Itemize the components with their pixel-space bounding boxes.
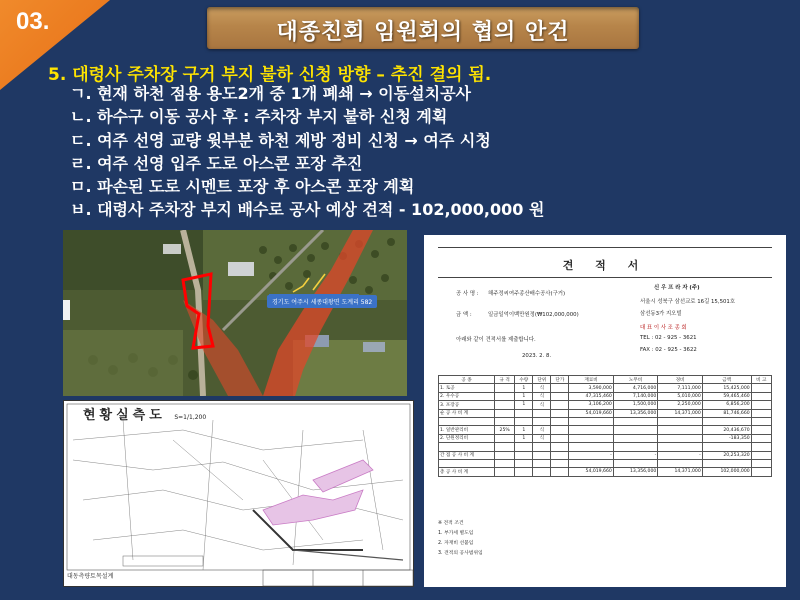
table-cell — [495, 401, 515, 409]
table-cell — [439, 443, 495, 451]
table-cell — [751, 384, 771, 392]
table-cell — [533, 409, 551, 417]
table-cell — [751, 468, 771, 476]
table-cell: 1,500,000 — [613, 401, 657, 409]
table-cell: - — [613, 451, 657, 459]
table-cell — [613, 426, 657, 434]
survey-map-footer: 대동측량토목설계 — [67, 573, 114, 580]
table-cell: 3,106,200 — [569, 401, 613, 409]
table-cell — [551, 451, 569, 459]
survey-map-scale: S=1/1,200 — [174, 414, 207, 421]
survey-map — [63, 400, 414, 587]
table-cell — [515, 459, 533, 467]
table-cell: 54,019,660 — [569, 409, 613, 417]
table-cell — [533, 451, 551, 459]
table-cell — [495, 417, 515, 425]
agenda-heading: 5. 대령사 주차장 구거 부지 불하 신청 방향 – 추진 결의 됨. — [48, 65, 492, 85]
table-cell — [515, 451, 533, 459]
table-cell: 3,590,000 — [569, 384, 613, 392]
table-cell: 2. 단원정리비 — [439, 434, 495, 442]
table-cell — [751, 401, 771, 409]
table-cell — [533, 468, 551, 476]
table-cell — [613, 417, 657, 425]
estimate-top-rule — [438, 247, 772, 248]
table-cell: 25% — [495, 426, 515, 434]
agenda-item: ㄹ. 여주 선영 입주 도로 아스콘 포장 추진 — [70, 153, 363, 173]
table-cell — [658, 443, 702, 451]
table-row — [439, 459, 772, 467]
table-cell — [751, 409, 771, 417]
slide-title: 대종친회 임원회의 협의 안건 — [276, 20, 570, 45]
estimate-company-extra: 삼선동3가 지오빌 — [640, 311, 682, 317]
table-cell — [551, 409, 569, 417]
table-cell — [515, 409, 533, 417]
estimate-project-name: 해주정씨여주종산배수공사(구거) — [488, 291, 566, 297]
table-cell: 20,436,670 — [702, 426, 751, 434]
estimate-company-address: 서울시 성북구 삼선교로 16길 15,501호 — [640, 299, 736, 305]
table-row — [439, 384, 772, 392]
table-cell: 1 — [515, 384, 533, 392]
estimate-column-header: 경비 — [658, 376, 702, 384]
table-row — [439, 417, 772, 425]
table-cell — [495, 468, 515, 476]
table-cell — [613, 434, 657, 442]
table-cell — [551, 417, 569, 425]
table-cell — [569, 426, 613, 434]
table-cell: 102,000,000 — [702, 468, 751, 476]
table-row — [439, 434, 772, 442]
table-cell — [658, 459, 702, 467]
table-cell — [751, 451, 771, 459]
table-cell: 14,371,000 — [658, 409, 702, 417]
table-cell — [751, 459, 771, 467]
table-cell: -183,350 — [702, 434, 751, 442]
table-cell — [551, 401, 569, 409]
table-cell — [751, 426, 771, 434]
table-cell: - — [658, 451, 702, 459]
table-cell — [658, 426, 702, 434]
estimate-note: 아래와 같이 견적서를 제출합니다. — [456, 337, 536, 343]
table-cell — [658, 434, 702, 442]
table-cell: 1 — [515, 426, 533, 434]
table-cell — [495, 384, 515, 392]
table-cell — [569, 459, 613, 467]
estimate-column-header: 비 고 — [751, 376, 771, 384]
table-cell: 식 — [533, 401, 551, 409]
table-cell — [751, 443, 771, 451]
estimate-document — [424, 235, 786, 587]
table-cell: 1 — [515, 392, 533, 400]
table-cell: 7,140,000 — [613, 392, 657, 400]
table-row — [439, 401, 772, 409]
table-cell: 47,315,460 — [569, 392, 613, 400]
table-cell — [569, 434, 613, 442]
table-cell — [551, 426, 569, 434]
table-cell: 59,465,460 — [702, 392, 751, 400]
table-cell: 6,856,200 — [702, 401, 751, 409]
table-cell: 2. 우수공 — [439, 392, 495, 400]
agenda-item: ㅂ. 대령사 주차장 부지 배수로 공사 예상 견적 - 102,000,000 원 — [70, 200, 545, 220]
estimate-project-label: 공 사 명 : — [456, 291, 479, 297]
table-cell — [569, 417, 613, 425]
estimate-amount-text: 일금일억이백만원정(₩102,000,000) — [488, 312, 579, 318]
table-cell: 3. 포장공 — [439, 401, 495, 409]
title-board — [207, 7, 639, 49]
table-cell: 14,371,000 — [658, 468, 702, 476]
table-cell: 2,250,000 — [658, 401, 702, 409]
table-cell — [751, 417, 771, 425]
estimate-column-header: 수량 — [515, 376, 533, 384]
survey-map-drawing — [63, 400, 414, 587]
table-cell: 81,746,660 — [702, 409, 751, 417]
agenda-item: ㄴ. 하수구 이동 공사 후 : 주차장 부지 불하 신청 계획 — [70, 107, 448, 127]
estimate-table-header — [439, 376, 772, 384]
estimate-table — [438, 375, 772, 477]
table-cell — [533, 459, 551, 467]
table-cell: 식 — [533, 434, 551, 442]
table-cell — [495, 409, 515, 417]
table-cell — [495, 392, 515, 400]
aerial-photo-image — [63, 230, 407, 396]
table-cell: 1 — [515, 434, 533, 442]
table-cell — [551, 468, 569, 476]
agenda-item: ㄷ. 여주 선영 교량 윗부분 하천 제방 정비 신청 → 여주 시청 — [70, 130, 491, 150]
table-cell — [439, 459, 495, 467]
estimate-date: 2023. 2. 8. — [522, 353, 552, 359]
table-cell — [702, 459, 751, 467]
table-cell: 총 공 사 비 계 — [439, 468, 495, 476]
estimate-footnote: 3. 견적의 공사범위임 — [438, 551, 483, 556]
table-cell — [551, 384, 569, 392]
table-cell: 7,111,000 — [658, 384, 702, 392]
table-cell — [702, 443, 751, 451]
table-cell — [751, 392, 771, 400]
table-row — [439, 451, 772, 459]
estimate-company-rep: 대 표 이 사 조 종 회 — [640, 325, 687, 331]
table-row — [439, 443, 772, 451]
agenda-item: ㄱ. 현재 하천 점용 용도2개 중 1개 폐쇄 → 이동설치공사 — [70, 84, 472, 103]
table-cell — [569, 443, 613, 451]
table-row — [439, 468, 772, 476]
table-row — [439, 426, 772, 434]
survey-map-title — [83, 404, 206, 423]
survey-map-title-text: 현황실측도 — [83, 408, 166, 423]
slide-number: 03. — [16, 8, 50, 35]
estimate-footnote: 1. 부가세 별도임 — [438, 531, 474, 536]
table-cell: 15,425,000 — [702, 384, 751, 392]
table-cell — [515, 468, 533, 476]
estimate-title-rule — [438, 277, 772, 278]
table-cell: 간 접 공 사 비 계 — [439, 451, 495, 459]
estimate-column-header: 단위 — [533, 376, 551, 384]
estimate-fax: FAX : 02 - 925 - 3622 — [640, 347, 697, 353]
table-cell — [658, 417, 702, 425]
table-cell — [495, 443, 515, 451]
table-cell — [551, 443, 569, 451]
table-cell — [495, 434, 515, 442]
photo-nav-arrow-icon — [63, 300, 70, 320]
table-cell: 13,356,000 — [613, 409, 657, 417]
table-cell: 1. 토공 — [439, 384, 495, 392]
estimate-footnotes — [438, 519, 483, 559]
table-cell — [613, 443, 657, 451]
estimate-column-header: 재료비 — [569, 376, 613, 384]
table-cell: 5,010,000 — [658, 392, 702, 400]
table-cell — [515, 443, 533, 451]
table-cell — [613, 459, 657, 467]
estimate-column-header: 공 종 — [439, 376, 495, 384]
table-cell — [551, 434, 569, 442]
table-cell: 4,716,000 — [613, 384, 657, 392]
table-cell — [495, 451, 515, 459]
estimate-column-header: 금액 — [702, 376, 751, 384]
estimate-footnote: ※ 견적 조건 — [438, 521, 464, 526]
estimate-company-name: 신 우 프 라 자 (주) — [654, 285, 700, 291]
table-cell — [515, 417, 533, 425]
table-cell: 식 — [533, 384, 551, 392]
estimate-title: 견 적 서 — [562, 259, 648, 272]
estimate-tel: TEL : 02 - 925 - 3621 — [640, 335, 697, 341]
estimate-footnote: 2. 자재비 선불임 — [438, 541, 474, 546]
table-cell — [751, 434, 771, 442]
agenda-item: ㅁ. 파손된 도로 시멘트 포장 후 아스콘 포장 계획 — [70, 177, 415, 197]
estimate-column-header: 단가 — [551, 376, 569, 384]
table-cell — [533, 417, 551, 425]
table-cell — [495, 459, 515, 467]
table-cell: 20,253,320 — [702, 451, 751, 459]
table-cell — [439, 417, 495, 425]
photo-location-label: 경기도 여주시 세종대왕면 도계리 582 — [267, 295, 377, 308]
table-cell: 식 — [533, 392, 551, 400]
table-row — [439, 392, 772, 400]
estimate-amount-label: 금 액 : — [456, 312, 472, 318]
table-cell — [702, 417, 751, 425]
table-row — [439, 409, 772, 417]
table-cell — [533, 443, 551, 451]
table-cell: 13,356,000 — [613, 468, 657, 476]
table-cell: 순 공 사 비 계 — [439, 409, 495, 417]
table-cell: 54,019,660 — [569, 468, 613, 476]
aerial-photo — [63, 230, 407, 396]
table-cell: 1. 일반관리비 — [439, 426, 495, 434]
table-cell — [551, 459, 569, 467]
estimate-column-header: 노무비 — [613, 376, 657, 384]
estimate-column-header: 규 격 — [495, 376, 515, 384]
table-cell — [551, 392, 569, 400]
table-cell: - — [569, 451, 613, 459]
agenda-item-list — [70, 82, 544, 222]
table-cell: 식 — [533, 426, 551, 434]
table-cell: 1 — [515, 401, 533, 409]
